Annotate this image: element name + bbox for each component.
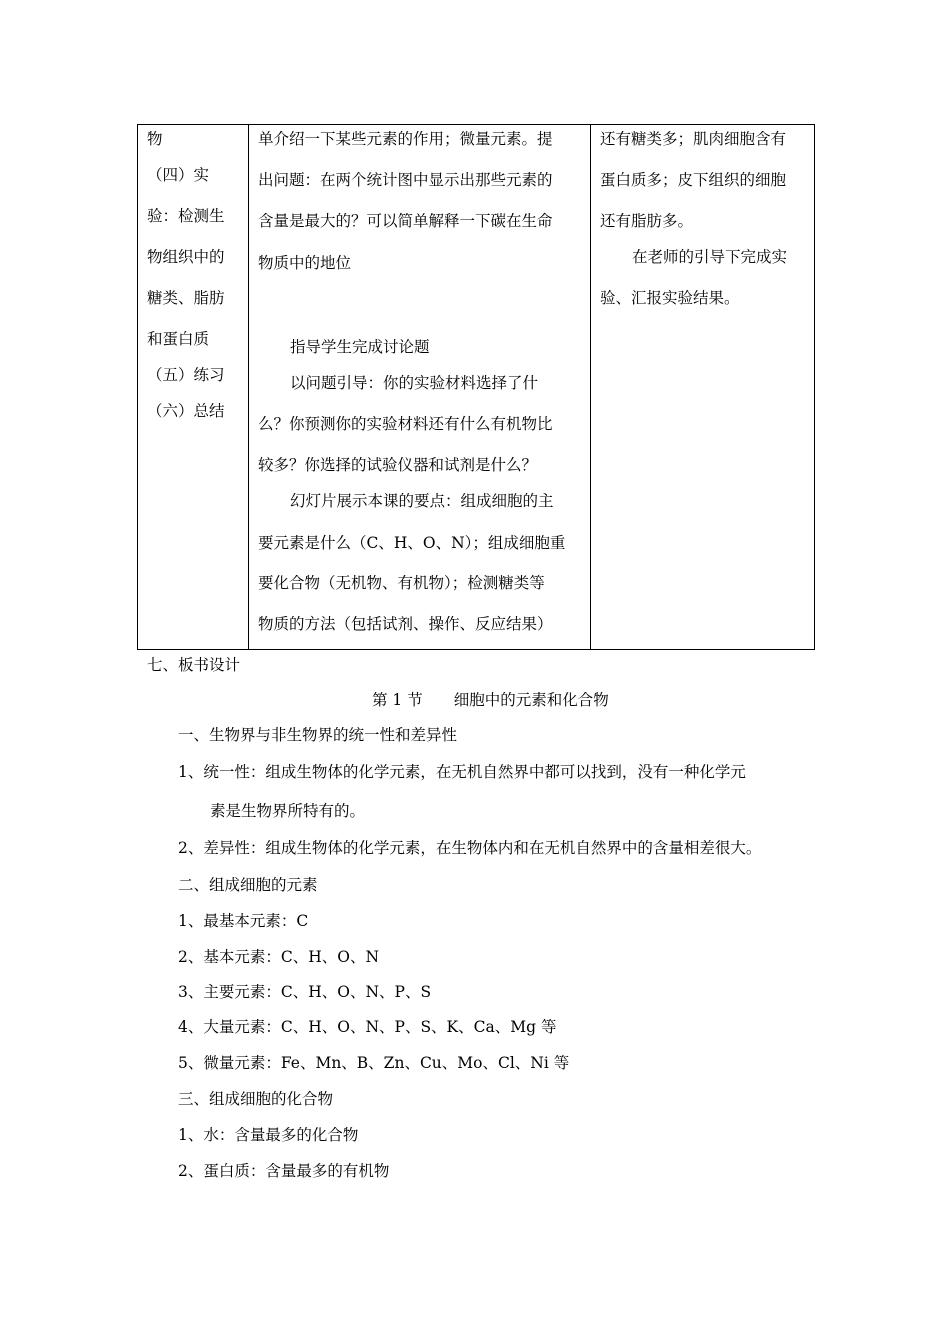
table-column-student-activity [591, 125, 814, 649]
cell-line: 还有糖类多；肌肉细胞含有 [600, 130, 787, 148]
cell-line: 物组织中的 [147, 248, 225, 266]
outline-line: 二、组成细胞的元素 [178, 876, 318, 894]
cell-line: 验：检测生 [147, 207, 225, 225]
outline-line: 2、差异性：组成生物体的化学元素，在生物体内和在无机自然界中的含量相差很大。 [178, 839, 762, 857]
cell-line: 含量是最大的？可以简单解释一下碳在生命 [258, 212, 553, 230]
cell-line: 单介绍一下某些元素的作用；微量元素。提 [258, 130, 553, 148]
outline-line: 1、水：含量最多的化合物 [178, 1126, 359, 1144]
cell-line: 糖类、脂肪 [147, 289, 225, 307]
cell-line: 还有脂肪多。 [600, 212, 694, 230]
outline-line: 3、主要元素：C、H、O、N、P、S [178, 983, 432, 1001]
lesson-plan-table [137, 124, 815, 650]
outline-line: 5、微量元素：Fe、Mn、B、Zn、Cu、Mo、Cl、Ni 等 [178, 1054, 570, 1072]
outline-line: 2、基本元素：C、H、O、N [178, 948, 380, 966]
cell-line: 以问题引导：你的实验材料选择了什 [290, 374, 539, 392]
cell-line: 么？你预测你的实验材料还有什么有机物比 [258, 415, 553, 433]
outline-line: 4、大量元素：C、H、O、N、P、S、K、Ca、Mg 等 [178, 1018, 557, 1036]
cell-line: 要化合物（无机物、有机物）；检测糖类等 [258, 574, 545, 592]
cell-line: 要元素是什么（C、H、O、N）；组成细胞重 [258, 534, 566, 552]
cell-line: 物质中的地位 [258, 254, 352, 272]
cell-line: 验、汇报实验结果。 [600, 289, 740, 307]
table-column-teacher-activity [249, 125, 591, 649]
section-heading: 七、板书设计 [147, 656, 241, 674]
cell-line: 幻灯片展示本课的要点：组成细胞的主 [290, 492, 554, 510]
cell-line: 物质的方法（包括试剂、操作、反应结果） [258, 615, 553, 633]
cell-line: （五）练习 [147, 366, 225, 384]
outline-line: 2、蛋白质：含量最多的有机物 [178, 1162, 390, 1180]
cell-line: 较多？你选择的试验仪器和试剂是什么？ [258, 456, 538, 474]
outline-line: 素是生物界所特有的。 [210, 802, 366, 820]
cell-line: （四）实 [147, 166, 210, 184]
outline-line: 1、统一性：组成生物体的化学元素，在无机自然界中都可以找到，没有一种化学元 [178, 763, 746, 781]
outline-line: 三、组成细胞的化合物 [178, 1090, 334, 1108]
cell-line: 和蛋白质 [147, 330, 210, 348]
cell-line: （六）总结 [147, 402, 225, 420]
outline-line: 一、生物界与非生物界的统一性和差异性 [178, 726, 458, 744]
outline-line: 1、最基本元素：C [178, 912, 309, 930]
cell-line: 物 [147, 130, 163, 148]
cell-line: 蛋白质多；皮下组织的细胞 [600, 171, 787, 189]
cell-line: 指导学生完成讨论题 [290, 338, 430, 356]
table-column-steps [138, 125, 249, 649]
cell-line: 在老师的引导下完成实 [632, 248, 788, 266]
cell-line: 出问题：在两个统计图中显示出那些元素的 [258, 171, 553, 189]
section-title: 第 1 节 细胞中的元素和化合物 [372, 691, 609, 709]
